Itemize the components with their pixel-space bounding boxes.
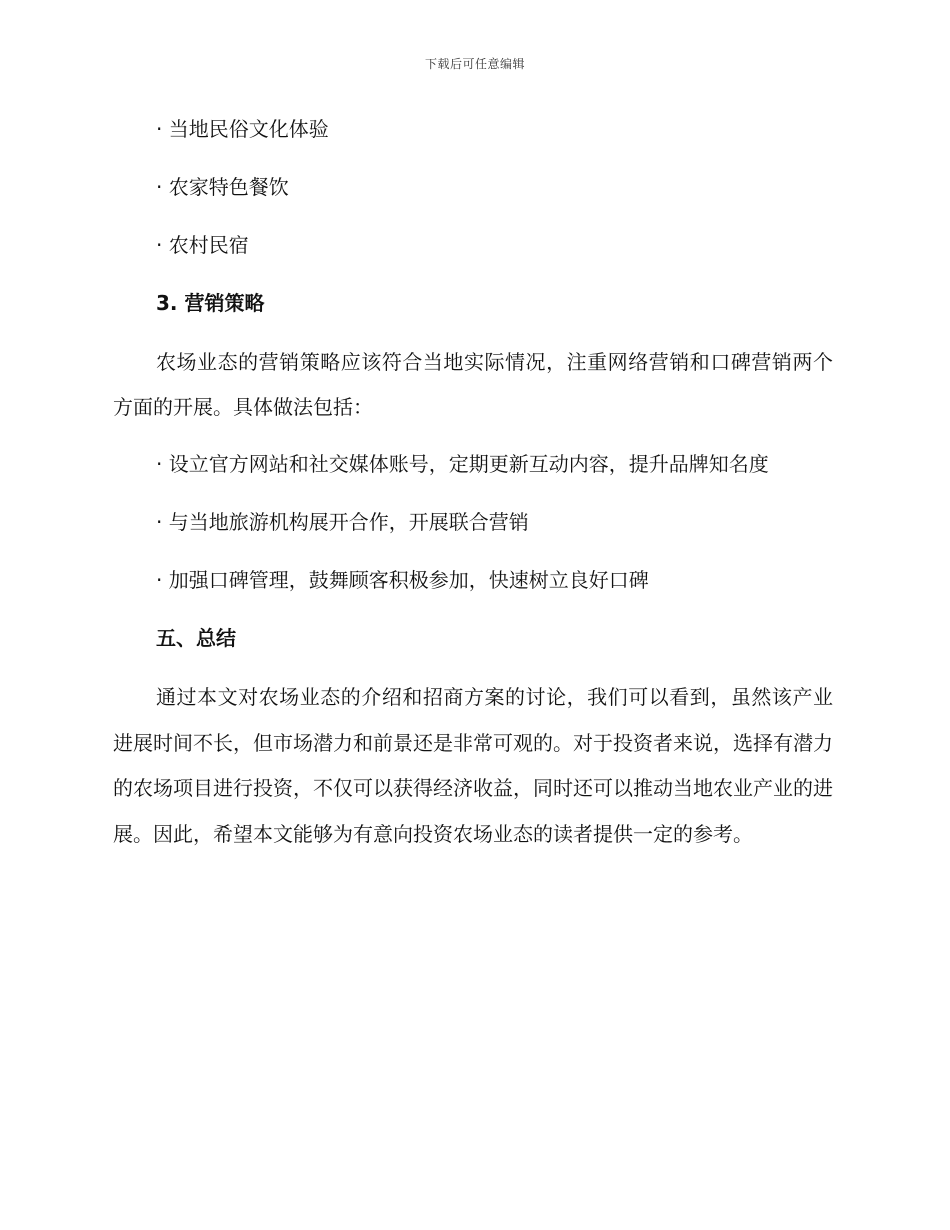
section-heading-summary: 五、总结 <box>156 626 236 650</box>
paragraph-summary: 通过本文对农场业态的介绍和招商方案的讨论，我们可以看到，虽然该产业进展时间不长，但市场潜力和前景还是非常可观的。对于投资者来说，选择有潜力的农场项目进行投资，不仅可以获得经济收益，同时还可以推动当地农业产业的进展。因此，希望本文能够为有意向投资农场业态的读者提供一定的参考。 <box>113 685 833 846</box>
section-heading-marketing: 3. 营销策略 <box>156 291 265 315</box>
page-header-note: 下载后可任意编辑 <box>424 57 525 71</box>
list-item: · 农家特色餐饮 <box>156 175 289 199</box>
list-item: · 农村民宿 <box>156 233 249 257</box>
list-item: · 加强口碑管理，鼓舞顾客积极参加，快速树立良好口碑 <box>156 568 649 592</box>
list-item: · 与当地旅游机构展开合作，开展联合营销 <box>156 510 529 534</box>
document-body <box>113 108 833 870</box>
list-item: · 设立官方网站和社交媒体账号，定期更新互动内容，提升品牌知名度 <box>156 452 769 476</box>
paragraph-marketing: 农场业态的营销策略应该符合当地实际情况，注重网络营销和口碑营销两个方面的开展。具体做法包括： <box>113 350 833 419</box>
list-item: · 当地民俗文化体验 <box>156 117 329 141</box>
